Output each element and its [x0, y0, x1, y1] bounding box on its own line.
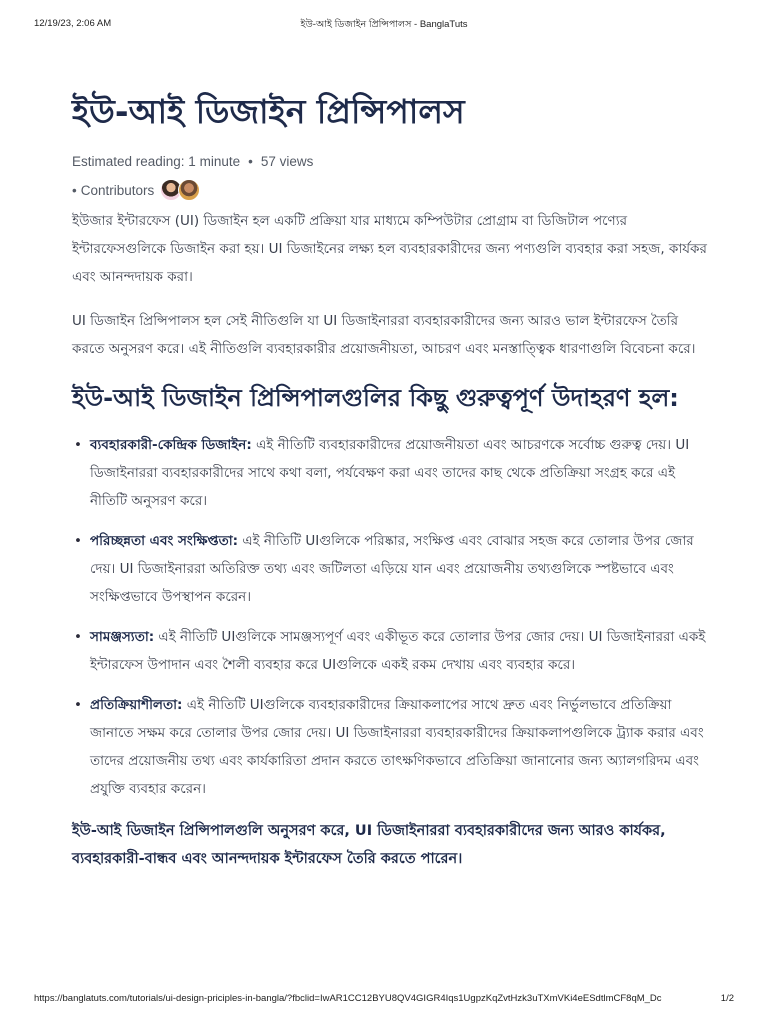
article: [72, 90, 712, 873]
print-footer: [0, 993, 768, 1007]
meta-separator: •: [248, 154, 253, 169]
principle-term: প্রতিক্রিয়াশীলতা:: [90, 697, 183, 713]
intro-paragraph: UI ডিজাইন প্রিন্সিপালস হল সেই নীতিগুলি যা UI ডিজাইনাররা ব্যবহারকারীদের জন্য আরও ভাল ইন্টারফেস তৈরি করতে অনুসরণ করে। এই নীতিগুলি ব্যবহারকারীর প্রয়োজনীয়তা, আচরণ এবং মনস্তাত্ত্বিক ধারণাগুলি বিবেচনা করে।: [72, 313, 696, 357]
principles-list: [72, 431, 712, 803]
list-item: [72, 623, 712, 679]
principle-text: এই নীতিটি ব্যবহারকারীদের প্রয়োজনীয়তা এবং আচরণকে সর্বোচ্চ গুরুত্ব দেয়। UI ডিজাইনাররা ব্যবহারকারীদের সাথে কথা বলা, পর্যবেক্ষণ করা এবং তাদের কাছ থেকে প্রতিক্রিয়া সংগ্রহ করে এই নীতিটি অনুসরণ করে।: [90, 437, 690, 509]
avatar[interactable]: [178, 179, 200, 201]
list-item: [72, 527, 712, 611]
print-header: [0, 18, 768, 32]
article-title: ইউ-আই ডিজাইন প্রিন্সিপালস: [72, 92, 465, 131]
print-date: 12/19/23, 2:06 AM: [34, 18, 112, 29]
page-url: https://banglatuts.com/tutorials/ui-design-priciples-in-bangla/?fbclid=IwAR1CC12BYU8QV4GIGR4Iqs1UgpzKqZvtHzk3uTXmVKi4eESdtlmCF8qM_Dc: [34, 993, 662, 1004]
contributors-label: Contributors: [80, 182, 155, 198]
article-meta: [72, 152, 712, 172]
principle-text: এই নীতিটি UIগুলিকে পরিষ্কার, সংক্ষিপ্ত এবং বোঝার সহজ করে তোলার উপর জোর দেয়। UI ডিজাইনাররা অতিরিক্ত তথ্য এবং জটিলতা এড়িয়ে যান এবং প্রয়োজনীয় তথ্যগুলিকে স্পষ্টভাবে এবং সংক্ষিপ্তভাবে উপস্থাপন করেন।: [90, 533, 694, 605]
print-page-title: ইউ-আই ডিজাইন প্রিন্সিপালস - BanglaTuts: [300, 19, 468, 30]
principle-term: পরিচ্ছন্নতা এবং সংক্ষিপ্ততা:: [90, 533, 239, 549]
principle-text: এই নীতিটি UIগুলিকে ব্যবহারকারীদের ক্রিয়াকলাপের সাথে দ্রুত এবং নির্ভুলভাবে প্রতিক্রিয়া জানাতে সক্ষম করে তোলার উপর জোর দেয়। UI ডিজাইনাররা ব্যবহারকারীদের ক্রিয়াকলাপগুলিকে ট্র্যাক করার এবং তাদের প্রয়োজনীয় তথ্য এবং কার্যকারিতা প্রদান করতে তাৎক্ষণিকভাবে প্রতিক্রিয়া জানানোর জন্য অ্যালগরিদম এবং প্রযুক্তি ব্যবহার করেন।: [90, 697, 704, 797]
view-count: 57 views: [260, 154, 314, 169]
reading-time: Estimated reading: 1 minute: [72, 154, 241, 169]
list-item: [72, 431, 712, 515]
contributor-avatars: [160, 179, 200, 201]
conclusion-paragraph: ইউ-আই ডিজাইন প্রিন্সিপালগুলি অনুসরণ করে, UI ডিজাইনাররা ব্যবহারকারীদের জন্য আরও কার্যকর, ব্যবহারকারী-বান্ধব এবং আনন্দদায়ক ইন্টারফেস তৈরি করতে পারেন।: [72, 823, 666, 867]
bullet-dot: •: [72, 182, 77, 198]
page-number: 1/2: [720, 993, 734, 1004]
section-heading: ইউ-আই ডিজাইন প্রিন্সিপালগুলির কিছু গুরুত্বপূর্ণ উদাহরণ হল:: [72, 384, 679, 412]
principle-term: ব্যবহারকারী-কেন্দ্রিক ডিজাইন:: [90, 437, 252, 453]
contributors: [72, 179, 712, 201]
list-item: [72, 691, 712, 803]
principle-text: এই নীতিটি UIগুলিকে সামঞ্জস্যপূর্ণ এবং একীভূত করে তোলার উপর জোর দেয়। UI ডিজাইনাররা একই ইন্টারফেস উপাদান এবং শৈলী ব্যবহার করে UIগুলিকে একই রকম দেখায় এবং ব্যবহার করে।: [90, 629, 706, 673]
principle-term: সামঞ্জস্যতা:: [90, 629, 155, 645]
intro-paragraph: ইউজার ইন্টারফেস (UI) ডিজাইন হল একটি প্রক্রিয়া যার মাধ্যমে কম্পিউটার প্রোগ্রাম বা ডিজিটাল পণ্যের ইন্টারফেসগুলিকে ডিজাইন করা হয়। UI ডিজাইনের লক্ষ্য হল ব্যবহারকারীদের জন্য পণ্যগুলি ব্যবহার করা সহজ, কার্যকর এবং আনন্দদায়ক করা।: [72, 213, 707, 285]
